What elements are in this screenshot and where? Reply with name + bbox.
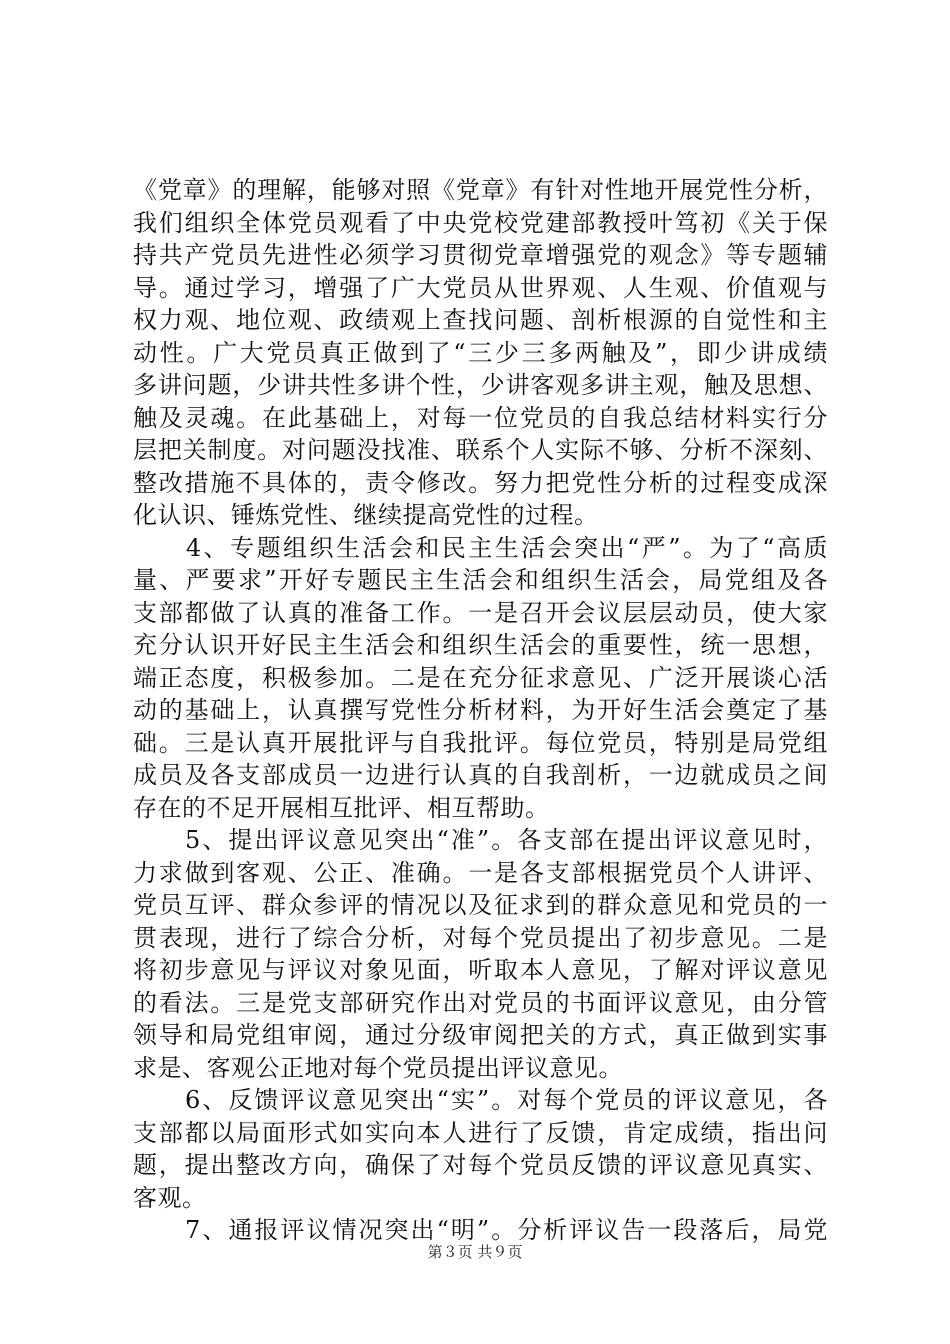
text-line: 充分认识开好民主生活会和组织生活会的重要性，统一思想， bbox=[133, 631, 828, 659]
text-line: 党员互评、群众参评的情况以及征求到的群众意见和党员的一 bbox=[133, 891, 828, 919]
text-line: 层把关制度。对问题没找准、联系个人实际不够、分析不深刻、 bbox=[133, 436, 828, 464]
text-line: 求是、客观公正地对每个党员提出评议意见。 bbox=[133, 1053, 623, 1082]
text-line: 触及灵魂。在此基础上，对每一位党员的自我总结材料实行分 bbox=[133, 403, 828, 432]
text-line: 将初步意见与评议对象见面，听取本人意见，了解对评议意见 bbox=[133, 956, 828, 984]
text-line: 5、提出评议意见突出“准”。各支部在提出评议意见时， bbox=[133, 826, 828, 854]
body-text bbox=[133, 174, 828, 1247]
text-line: 权力观、地位观、政绩观上查找问题、剖析根源的自觉性和主 bbox=[133, 306, 828, 334]
page-footer: 第３页 共９页 bbox=[427, 1243, 523, 1261]
text-line: 贯表现，进行了综合分析，对每个党员提出了初步意见。二是 bbox=[133, 923, 828, 952]
text-line: 6、反馈评议意见突出“实”。对每个党员的评议意见，各 bbox=[133, 1086, 828, 1114]
text-line: 量、严要求”开好专题民主生活会和组织生活会，局党组及各 bbox=[133, 566, 828, 594]
text-line: 7、通报评议情况突出“明”。分析评议告一段落后，局党 bbox=[133, 1216, 828, 1244]
text-line: 持共产党员先进性必须学习贯彻党章增强党的观念》等专题辅 bbox=[133, 241, 828, 269]
text-line: 导。通过学习，增强了广大党员从世界观、人生观、价值观与 bbox=[133, 273, 828, 302]
text-line: 整改措施不具体的，责令修改。努力把党性分析的过程变成深 bbox=[133, 468, 828, 497]
text-line: 动性。广大党员真正做到了“三少三多两触及”，即少讲成绩 bbox=[133, 338, 828, 367]
text-line: 动的基础上，认真撰写党性分析材料，为开好生活会奠定了基 bbox=[133, 696, 828, 724]
text-line: 《党章》的理解，能够对照《党章》有针对性地开展党性分析， bbox=[133, 176, 828, 204]
text-line: 成员及各支部成员一边进行认真的自我剖析，一边就成员之间 bbox=[133, 761, 828, 789]
text-line: 题，提出整改方向，确保了对每个党员反馈的评议意见真实、 bbox=[133, 1151, 828, 1179]
text-line: 的看法。三是党支部研究作出对党员的书面评议意见，由分管 bbox=[133, 988, 828, 1017]
text-line: 端正态度，积极参加。二是在充分征求意见、广泛开展谈心活 bbox=[133, 663, 828, 692]
text-line: 支部都做了认真的准备工作。一是召开会议层层动员，使大家 bbox=[133, 598, 828, 627]
text-line: 客观。 bbox=[133, 1183, 207, 1212]
text-line: 我们组织全体党员观看了中央党校党建部教授叶笃初《关于保 bbox=[133, 208, 828, 237]
text-line: 础。三是认真开展批评与自我批评。每位党员，特别是局党组 bbox=[133, 728, 828, 757]
text-line: 领导和局党组审阅，通过分级审阅把关的方式，真正做到实事 bbox=[133, 1021, 828, 1049]
text-line: 4、专题组织生活会和民主生活会突出“严”。为了“高质 bbox=[133, 533, 828, 562]
text-line: 力求做到客观、公正、准确。一是各支部根据党员个人讲评、 bbox=[133, 858, 828, 887]
text-line: 化认识、锤炼党性、继续提高党性的过程。 bbox=[133, 501, 599, 529]
text-line: 多讲问题，少讲共性多讲个性，少讲客观多讲主观，触及思想、 bbox=[133, 371, 828, 399]
text-line: 支部都以局面形式如实向本人进行了反馈，肯定成绩，指出问 bbox=[133, 1118, 828, 1147]
text-line: 存在的不足开展相互批评、相互帮助。 bbox=[133, 793, 550, 822]
